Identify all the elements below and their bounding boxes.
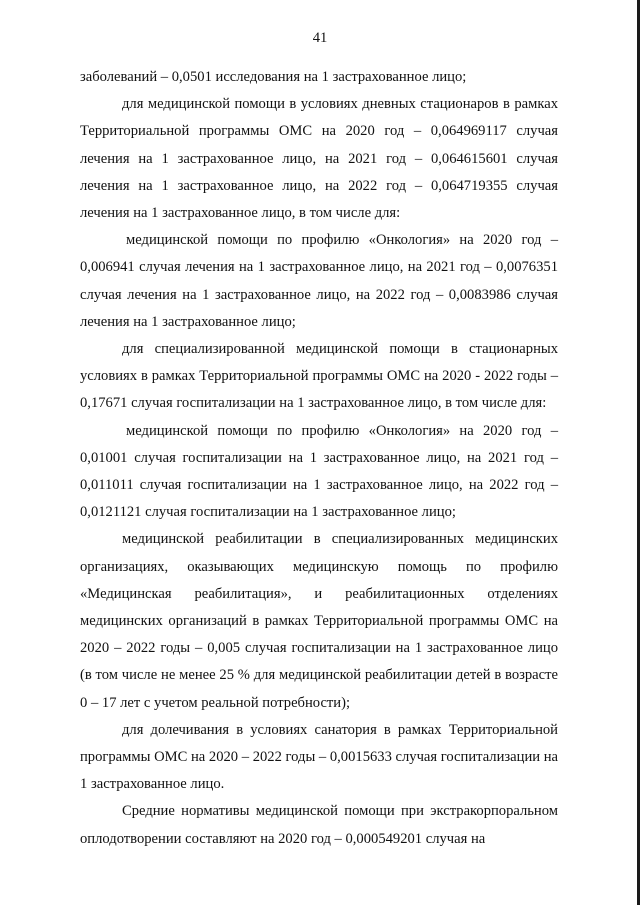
paragraph-inpatient: для специализированной медицинской помощи в стационарных условиях в рамках Территориальной программы ОМС на 2020 - 2022 годы – 0,17671 случая госпитализации на 1 застрахованное лицо, в том числе для:: [80, 341, 558, 412]
paragraph-inpatient-oncology: медицинской помощи по профилю «Онкология» на 2020 год – 0,01001 случая госпитализации на 1 застрахованное лицо, на 2021 год – 0,011011 случая госпитализации на 1 застрахованное лицо, на 2022 год – 0,0121121 случая госпитализации на 1 застрахованное лицо;: [80, 422, 558, 521]
paragraph-day-hospital: для медицинской помощи в условиях дневных стационаров в рамках Территориальной программы ОМС на 2020 год – 0,064969117 случая лечения на 1 застрахованное лицо, на 2021 год – 0,064615601 случая лечения на 1 застрахованное лицо, на 2022 год – 0,064719355 случая лечения на 1 застрахованное лицо, в том числе для:: [80, 96, 558, 222]
paragraph-ivf: Средние нормативы медицинской помощи при экстракорпоральном оплодотворении составляют на 2020 год – 0,000549201 случая на: [80, 803, 558, 847]
document-body: [80, 64, 558, 853]
paragraph-day-hospital-oncology: медицинской помощи по профилю «Онкология» на 2020 год – 0,006941 случая лечения на 1 застрахованное лицо, на 2021 год – 0,0076351 случая лечения на 1 застрахованное лицо, на 2022 год – 0,0083986 случая лечения на 1 застрахованное лицо;: [80, 232, 558, 330]
paragraph-rehabilitation: медицинской реабилитации в специализированных медицинских организациях, оказывающих медицинскую помощь по профилю «Медицинская реабилитация», и реабилитационных отделениях медицинских организаций в рамках Территориальной программы ОМС на 2020 – 2022 годы – 0,005 случая госпитализации на 1 застрахованное лицо (в том числе не менее 25 % для медицинской реабилитации детей в возрасте 0 – 17 лет с учетом реальной потребности);: [80, 531, 558, 711]
page-number: 41: [312, 30, 328, 46]
paragraph-continuation: заболеваний – 0,0501 исследования на 1 застрахованное лицо;: [80, 69, 467, 85]
paragraph-sanatorium: для долечивания в условиях санатория в рамках Территориальной программы ОМС на 2020 – 2022 годы – 0,0015633 случая госпитализации на 1 застрахованное лицо.: [80, 721, 559, 793]
